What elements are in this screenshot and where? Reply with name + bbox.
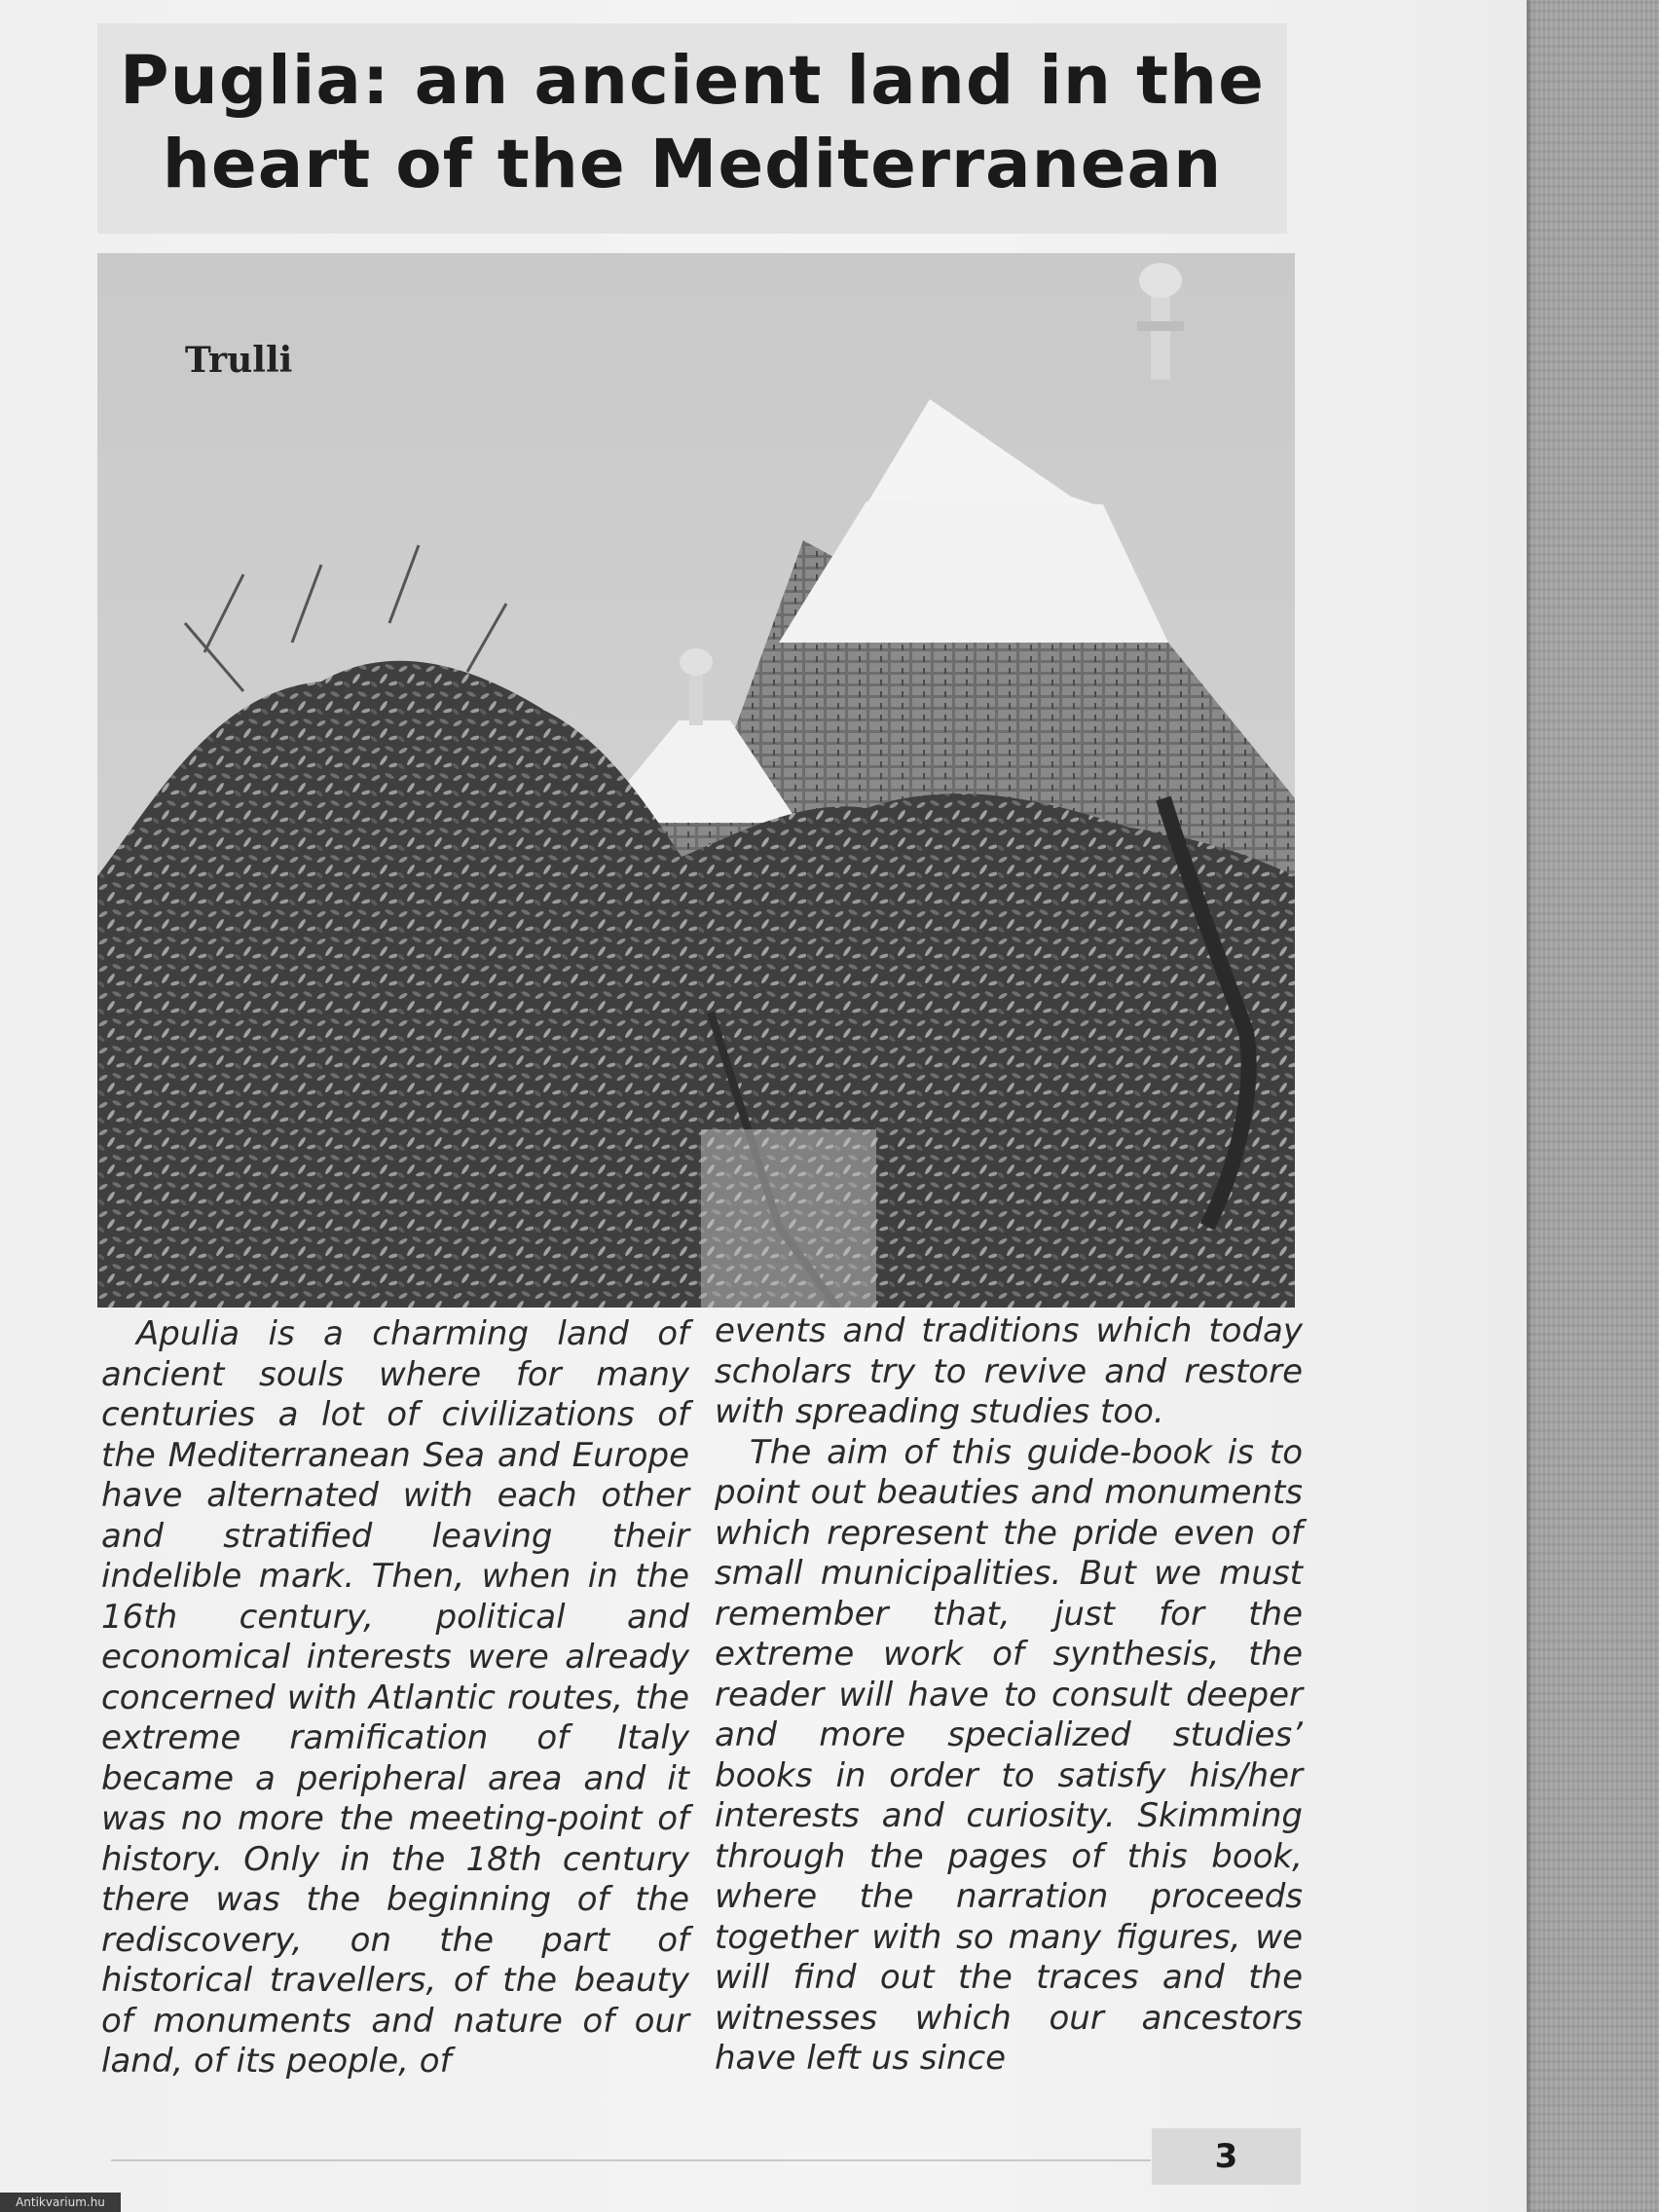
footer-divider: [111, 2159, 1151, 2161]
trulli-illustration: [97, 253, 1295, 1308]
photo-caption: Trulli: [185, 340, 293, 381]
watermark: Antikvarium.hu: [0, 2193, 121, 2212]
body-text-left: [101, 1314, 689, 2083]
paragraph-right-2: The aim of this guide-book is to point out beauties and monuments which represent the pride even of small municipalities. But we must remember that, just for the extreme work of synthesis, the reader will have to consult deeper and more specialized studies’ books in order to satisfy his/her interests and curiosity. Skimming through the pages of this book, where the narration proceeds together with so many figures, we will find out the traces and the witnesses which our ancestors have left us since: [715, 1432, 1303, 2078]
page-title: Puglia: an ancient land in the heart of the Mediterranean: [120, 42, 1265, 203]
page-number: 3: [1214, 2137, 1238, 2176]
page-number-box: [1152, 2128, 1301, 2185]
paragraph-left: Apulia is a charming land of ancient souls where for many centuries a lot of civilizations of the Mediterranean Sea and Europe have alternated with each other and stratified leaving their indelible mark. Then, when in the 16th century, political and economical interests were already concerned with Atlantic routes, the extreme ramification of Italy became a peripheral area and it was no more the meeting-point of history. Only in the 18th century there was the beginning of the rediscovery, on the part of historical travellers, of the beauty of monuments and nature of our land, of its people, of: [101, 1314, 689, 2081]
paragraph-right-1: events and traditions which today scholars try to revive and restore with spreading studies too.: [715, 1311, 1303, 1431]
trulli-photo: [97, 253, 1295, 1308]
body-text-right: [715, 1311, 1303, 2080]
title-banner: [97, 23, 1287, 234]
